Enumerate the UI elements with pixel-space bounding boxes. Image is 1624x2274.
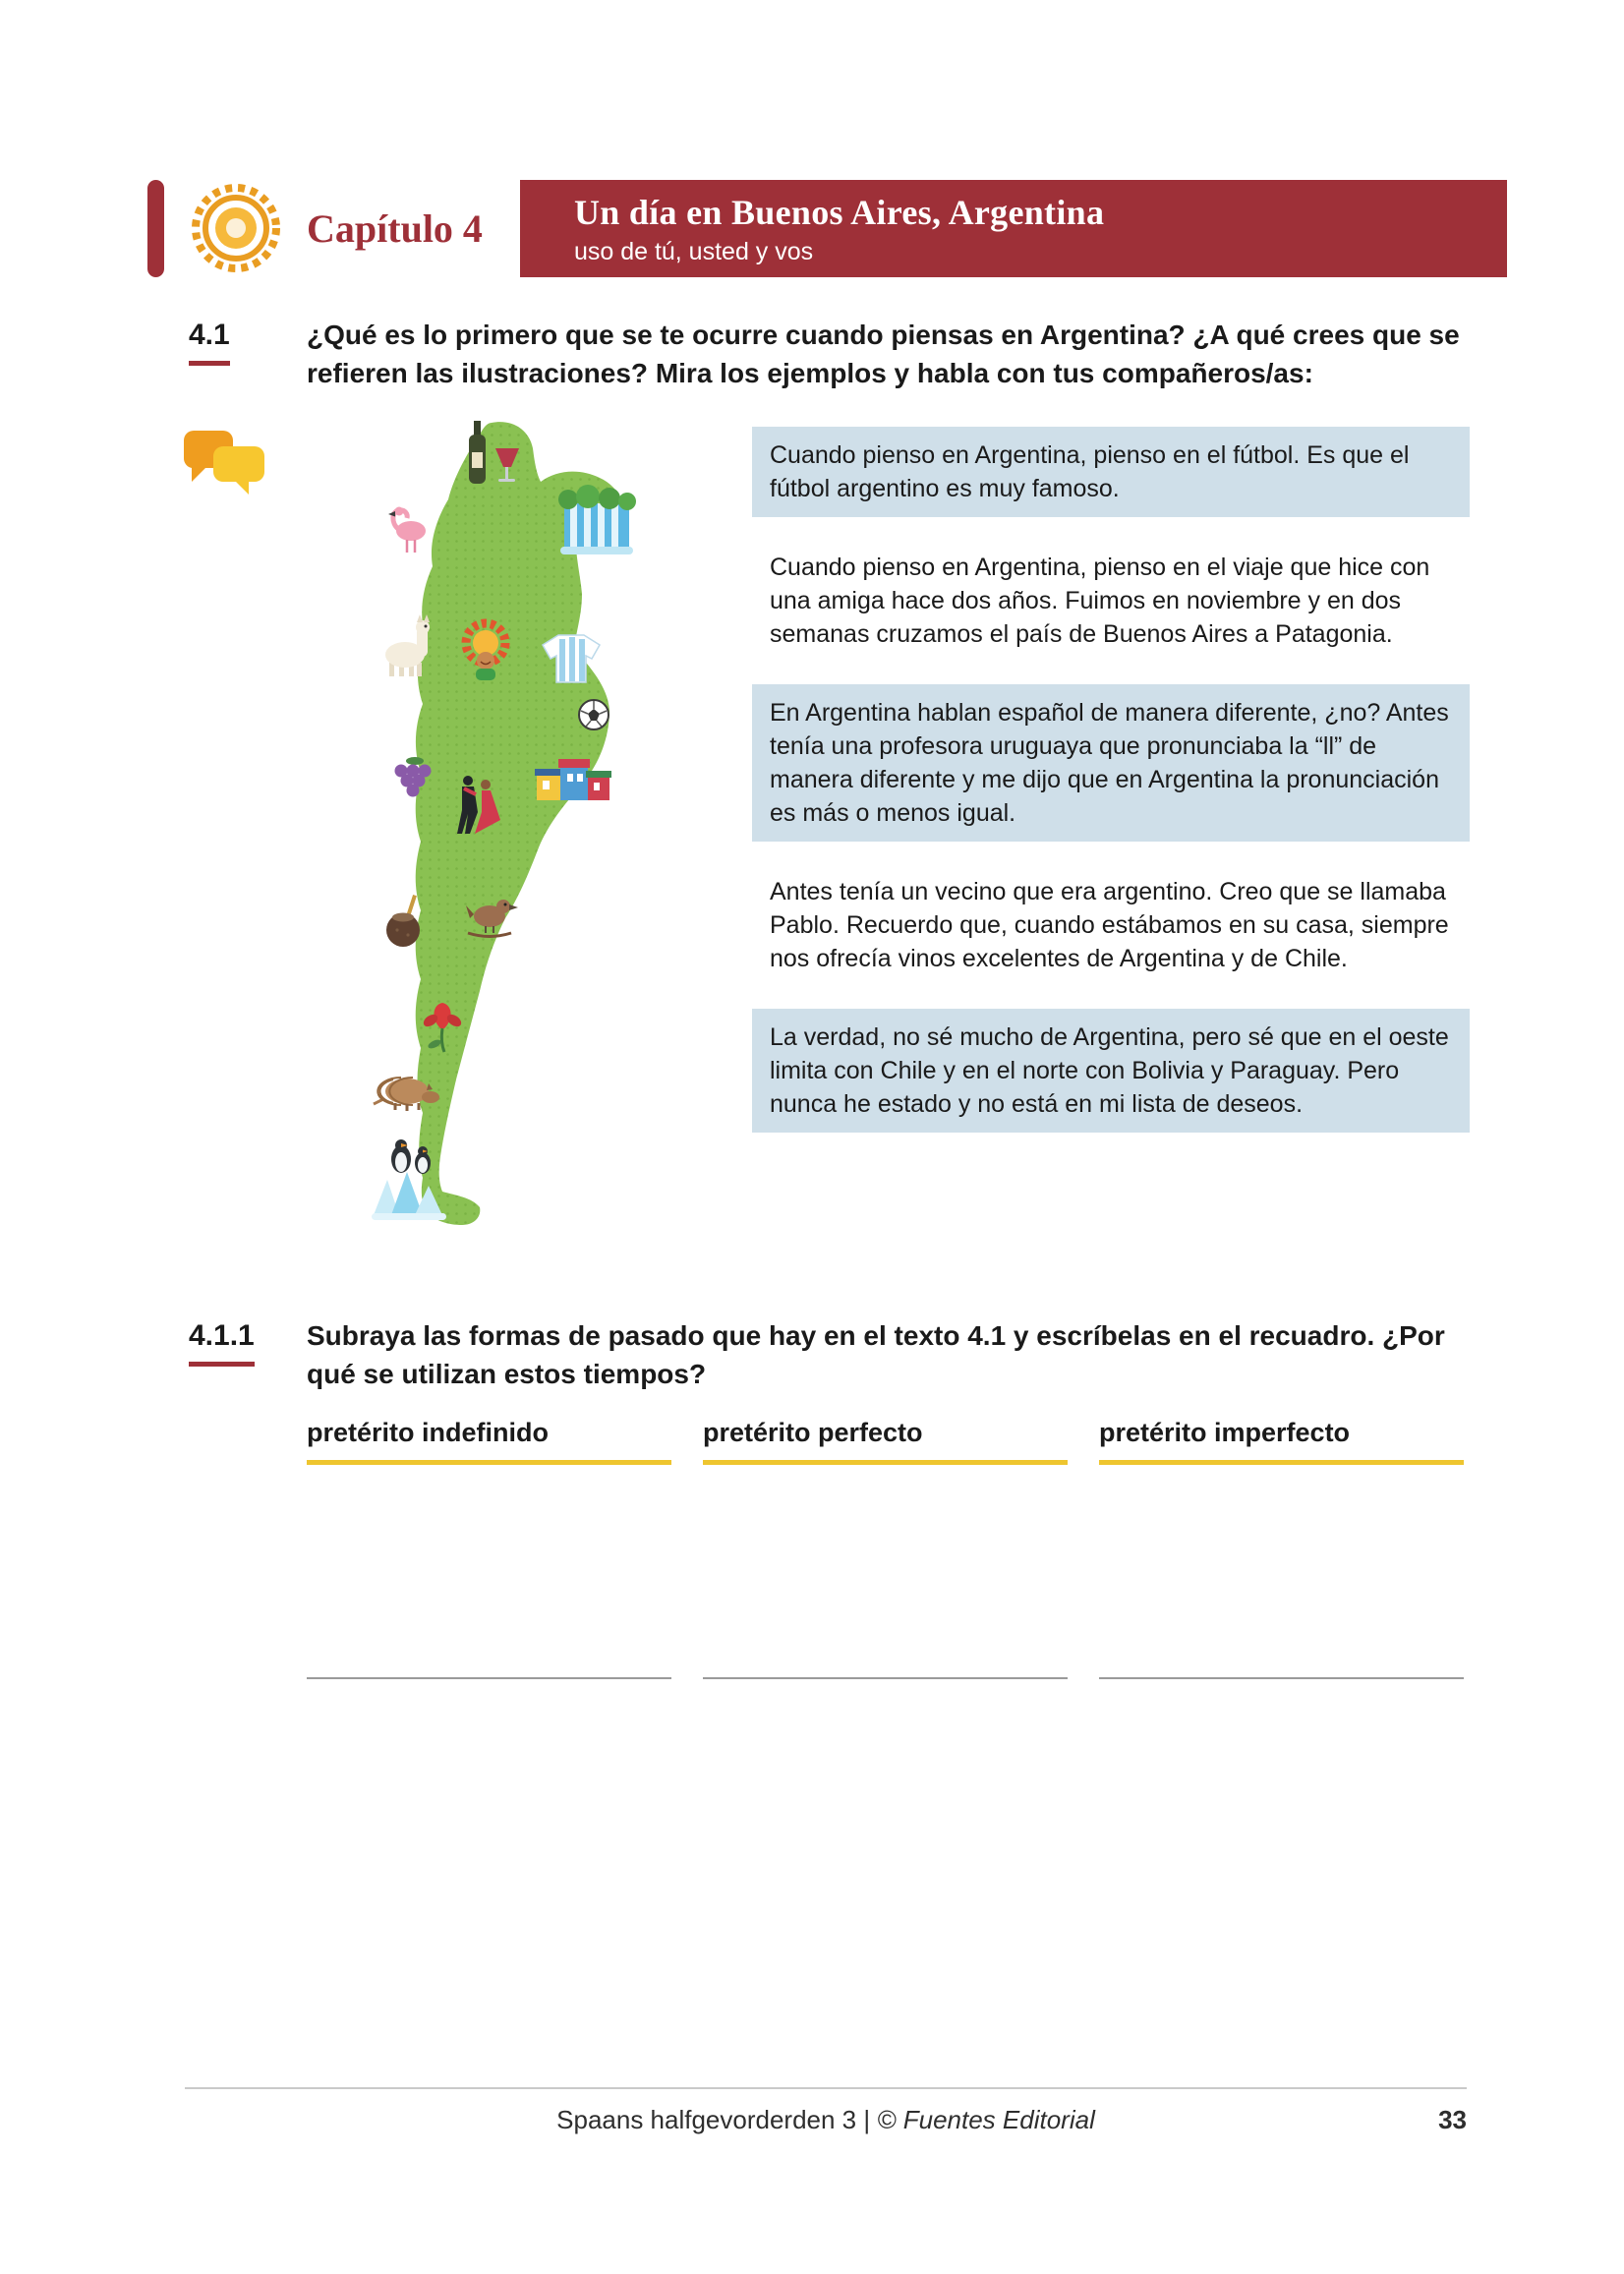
exercise-4-1-content <box>0 413 1624 1263</box>
column-header: pretérito indefinido <box>307 1418 671 1465</box>
chapter-accent-bar <box>147 180 164 277</box>
page-number: 33 <box>1438 2105 1467 2134</box>
footer-text <box>185 2105 1467 2135</box>
flamingo-icon <box>388 507 426 554</box>
column-header: pretérito perfecto <box>703 1418 1068 1465</box>
page-footer <box>185 2087 1467 2135</box>
answer-area-indefinido <box>307 1465 671 1679</box>
speech-bubbles-icon <box>180 429 268 512</box>
chapter-title-box <box>520 180 1507 277</box>
soccer-ball-icon <box>579 700 609 729</box>
sun-logo-icon <box>190 182 283 275</box>
exercise-4-1-1-number <box>189 1317 307 1367</box>
argentina-illustrated-map <box>346 413 700 1234</box>
exercise-4-1-1-prompt: Subraya las formas de pasado que hay en el texto 4.1 y escríbelas en el recuadro. ¿Por qué se utilizan estos tiempos? <box>307 1320 1445 1389</box>
chapter-label: Capítulo 4 <box>307 206 483 251</box>
speech-block: En Argentina hablan español de manera diferente, ¿no? Antes tenía una profesora uruguaya que pronunciaba la “ll” de manera diferente y me dijo que en Argentina la pronunciación es más o menos igual. <box>752 684 1470 842</box>
waterfall-icon <box>558 485 636 554</box>
exercise-4-1-1-number-label: 4.1.1 <box>189 1319 255 1367</box>
speech-block-list <box>752 427 1470 1133</box>
column-preterito-perfecto <box>703 1418 1068 1679</box>
column-preterito-indefinido <box>307 1418 671 1679</box>
speech-block: La verdad, no sé mucho de Argentina, pero sé que en el oeste limita con Chile y en el norte con Bolivia y Paraguay. Pero nunca he estado y no está en mi lista de deseos. <box>752 1009 1470 1133</box>
chapter-header <box>147 180 1507 277</box>
speech-block: Cuando pienso en Argentina, pienso en el fútbol. Es que el fútbol argentino es muy famoso. <box>752 427 1470 517</box>
footer-book-title: Spaans halfgevorderden 3 | <box>556 2105 878 2134</box>
chapter-title: Un día en Buenos Aires, Argentina <box>573 192 1105 232</box>
chapter-subtitle: uso de tú, usted y vos <box>573 237 814 265</box>
tense-columns <box>307 1418 1464 1679</box>
exercise-4-1-heading <box>189 317 1486 392</box>
speech-block: Cuando pienso en Argentina, pienso en el viaje que hice con una amiga hace dos años. Fuimos en noviembre y en dos semanas cruzamos el país de Buenos Aires a Patagonia. <box>770 554 1430 648</box>
mate-gourd-icon <box>386 895 420 947</box>
exercise-4-1-1-heading <box>189 1317 1486 1393</box>
column-header: pretérito imperfecto <box>1099 1418 1464 1465</box>
exercise-4-1-number <box>189 317 307 366</box>
exercise-4-1-prompt: ¿Qué es lo primero que se te ocurre cuando piensas en Argentina? ¿A qué crees que se refieren las ilustraciones? Mira los ejemplos y habla con tus compañeros/as: <box>307 320 1460 388</box>
answer-area-perfecto <box>703 1465 1068 1679</box>
exercise-4-1-number-label: 4.1 <box>189 319 230 366</box>
footer-publisher: © Fuentes Editorial <box>877 2105 1095 2134</box>
speech-block: Antes tenía un vecino que era argentino. Creo que se llamaba Pablo. Recuerdo que, cuando estábamos en su casa, siempre nos ofrecía vinos excelentes de Argentina y de Chile. <box>770 878 1449 972</box>
answer-area-imperfecto <box>1099 1465 1464 1679</box>
column-preterito-imperfecto <box>1099 1418 1464 1679</box>
